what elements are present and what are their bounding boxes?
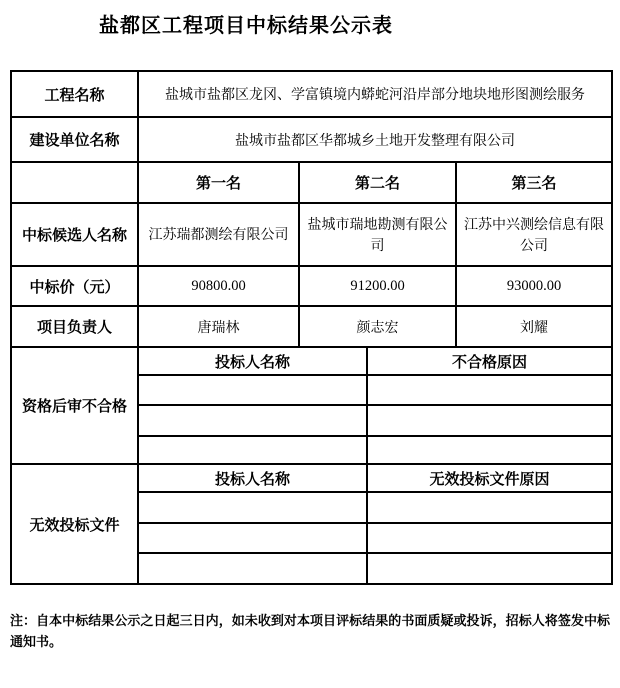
invalid-bidder-cell — [138, 492, 367, 523]
owner-label: 建设单位名称 — [11, 117, 138, 162]
unqualified-label: 资格后审不合格 — [11, 347, 138, 464]
invalid-reason-cell — [367, 492, 612, 523]
rank-header-second: 第二名 — [299, 162, 456, 203]
unqualified-reason-cell — [367, 405, 612, 436]
table-row — [11, 162, 612, 203]
candidate-second: 盐城市瑞地勘测有限公司 — [299, 203, 456, 266]
unqualified-reason-cell — [367, 436, 612, 464]
table-row — [11, 266, 612, 306]
price-first: 90800.00 — [138, 266, 299, 306]
invalid-reason-header: 无效投标文件原因 — [367, 464, 612, 492]
unqualified-bidder-cell — [138, 405, 367, 436]
unqualified-bidder-header: 投标人名称 — [138, 347, 367, 375]
table-row — [11, 203, 612, 266]
invalid-reason-cell — [367, 553, 612, 584]
unqualified-reason-header: 不合格原因 — [367, 347, 612, 375]
footnote: 注：自本中标结果公示之日起三日内，如未收到对本项目评标结果的书面质疑或投诉，招标人将签发中标通知书。 — [10, 613, 610, 649]
bid-result-table — [10, 70, 613, 585]
table-row — [11, 347, 612, 375]
candidate-third: 江苏中兴测绘信息有限公司 — [456, 203, 612, 266]
unqualified-reason-cell — [367, 375, 612, 405]
price-second: 91200.00 — [299, 266, 456, 306]
project-name-label: 工程名称 — [11, 71, 138, 117]
unqualified-bidder-cell — [138, 375, 367, 405]
price-third: 93000.00 — [456, 266, 612, 306]
candidates-label: 中标候选人名称 — [11, 203, 138, 266]
rank-header-third: 第三名 — [456, 162, 612, 203]
invalid-bidder-header: 投标人名称 — [138, 464, 367, 492]
table-row — [11, 464, 612, 492]
manager-first: 唐瑞林 — [138, 306, 299, 347]
project-name-value: 盐城市盐都区龙冈、学富镇境内蟒蛇河沿岸部分地块地形图测绘服务 — [138, 71, 612, 117]
table-row — [11, 306, 612, 347]
unqualified-bidder-cell — [138, 436, 367, 464]
rank-header-first: 第一名 — [138, 162, 299, 203]
page-title: 盐都区工程项目中标结果公示表 — [99, 15, 393, 37]
candidate-first: 江苏瑞都测绘有限公司 — [138, 203, 299, 266]
price-label: 中标价（元） — [11, 266, 138, 306]
table-row — [11, 71, 612, 117]
manager-label: 项目负责人 — [11, 306, 138, 347]
rank-header-spacer — [11, 162, 138, 203]
manager-third: 刘耀 — [456, 306, 612, 347]
invalid-bidder-cell — [138, 553, 367, 584]
invalid-bidder-cell — [138, 523, 367, 553]
manager-second: 颜志宏 — [299, 306, 456, 347]
invalid-reason-cell — [367, 523, 612, 553]
invalid-label: 无效投标文件 — [11, 464, 138, 584]
owner-value: 盐城市盐都区华都城乡土地开发整理有限公司 — [138, 117, 612, 162]
table-row — [11, 117, 612, 162]
